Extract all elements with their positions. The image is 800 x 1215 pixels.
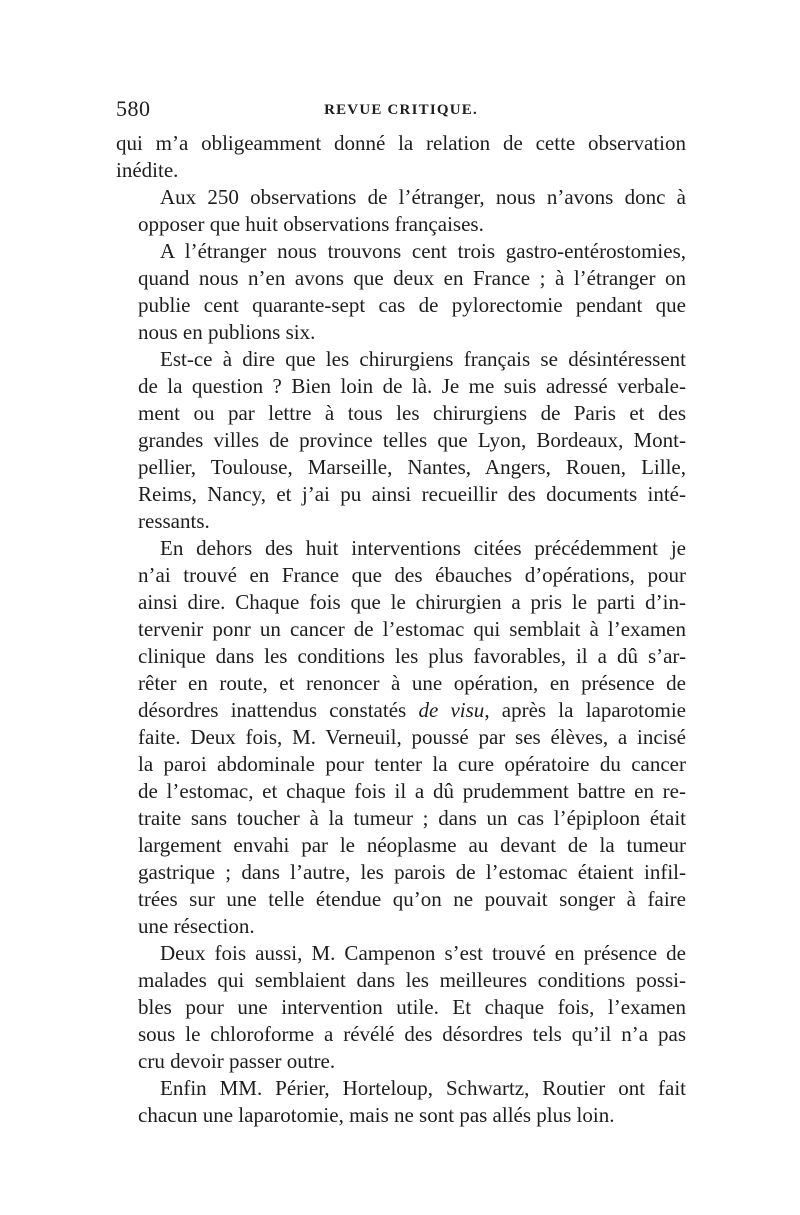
text-line: Est-ce à dire que les chirurgiens français se désintéressent	[160, 347, 686, 371]
text-line: bles pour une intervention utile. Et chaque fois, l’examen	[138, 995, 686, 1019]
text-line: clinique dans les conditions les plus favorables, il a dû s’ar-	[138, 644, 686, 668]
text-line: la paroi abdominale pour tenter la cure opératoire du cancer	[138, 752, 686, 776]
paragraph	[116, 346, 686, 535]
paragraph	[116, 940, 686, 1075]
text-line: publie cent quarante-sept cas de pylorectomie pendant que	[138, 293, 686, 317]
italic-phrase: de visu	[418, 698, 485, 722]
paragraph	[116, 535, 686, 940]
text-line: rêter en route, et renoncer à une opération, en présence de	[138, 671, 686, 695]
text-line: Aux 250 observations de l’étranger, nous n’avons donc à	[160, 185, 686, 209]
text-line: malades qui semblaient dans les meilleures conditions possi-	[138, 968, 686, 992]
text-line: désordres inattendus constatés de visu, après la laparotomie	[138, 698, 686, 722]
text-line: ainsi dire. Chaque fois que le chirurgien a pris le parti d’in-	[138, 590, 686, 614]
text-line: faite. Deux fois, M. Verneuil, poussé par ses élèves, a incisé	[138, 725, 686, 749]
text-line: de l’estomac, et chaque fois il a dû prudemment battre en re-	[138, 779, 686, 803]
text-line: cru devoir passer outre.	[138, 1049, 336, 1073]
text-line: pellier, Toulouse, Marseille, Nantes, Angers, Rouen, Lille,	[138, 455, 686, 479]
text-line: Reims, Nancy, et j’ai pu ainsi recueillir des documents inté-	[138, 482, 686, 506]
text-line: grandes villes de province telles que Lyon, Bordeaux, Mont-	[138, 428, 686, 452]
text-line: une résection.	[138, 914, 255, 938]
text-line: opposer que huit observations françaises.	[138, 212, 484, 236]
text-line: A l’étranger nous trouvons cent trois gastro-entérostomies,	[160, 239, 686, 263]
book-page	[116, 92, 686, 1129]
paragraph	[116, 1075, 686, 1129]
text-line: largement envahi par le néoplasme au devant de la tumeur	[138, 833, 686, 857]
paragraph	[116, 238, 686, 346]
page-header	[116, 92, 686, 126]
text-line: traite sans toucher à la tumeur ; dans un cas l’épiploon était	[138, 806, 686, 830]
text-line: ressants.	[138, 509, 210, 533]
text-line: En dehors des huit interventions citées précédemment je	[160, 536, 686, 560]
text-line: qui m’a obligeamment donné la relation de cette observation	[116, 131, 686, 155]
text-line: inédite.	[116, 158, 179, 182]
paragraph	[116, 130, 686, 184]
text-line: sous le chloroforme a révélé des désordres tels qu’il n’a pas	[138, 1022, 686, 1046]
text-line: de la question ? Bien loin de là. Je me suis adressé verbale-	[138, 374, 686, 398]
text-line: ment ou par lettre à tous les chirurgiens de Paris et des	[138, 401, 686, 425]
text-line: nous en publions six.	[138, 320, 316, 344]
running-title: REVUE CRITIQUE.	[324, 102, 478, 118]
paragraph	[116, 184, 686, 238]
text-line: tervenir ponr un cancer de l’estomac qui semblait à l’examen	[138, 617, 686, 641]
body-text	[116, 130, 686, 1129]
page-number: 580	[116, 96, 151, 121]
text-line: Enfin MM. Périer, Horteloup, Schwartz, Routier ont fait	[160, 1076, 686, 1100]
text-line: trées sur une telle étendue qu’on ne pouvait songer à faire	[138, 887, 686, 911]
text-line: quand nous n’en avons que deux en France ; à l’étranger on	[138, 266, 686, 290]
text-line: gastrique ; dans l’autre, les parois de l’estomac étaient infil-	[138, 860, 686, 884]
text-line: n’ai trouvé en France que des ébauches d’opérations, pour	[138, 563, 686, 587]
text-line: chacun une laparotomie, mais ne sont pas allés plus loin.	[138, 1103, 615, 1127]
text-line: Deux fois aussi, M. Campenon s’est trouvé en présence de	[160, 941, 686, 965]
